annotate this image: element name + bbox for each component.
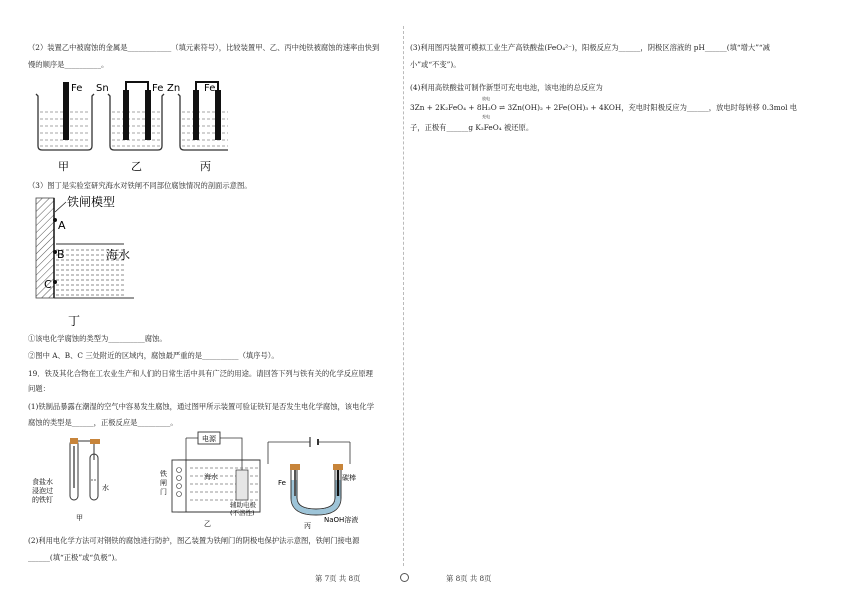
q4-line3: 子，正极有______g K₂FeO₄ 被还原。 — [410, 123, 534, 132]
nail-label-2: 浸泡过 — [32, 487, 53, 495]
q3-text: （3）图丁是实验室研究海水对铁闸不同部位腐蚀情况的剖面示意图。 — [28, 181, 252, 190]
gate-label-2: 闸 — [160, 479, 167, 487]
seawater-label-yi: 海水 — [204, 473, 218, 481]
naoh-label: NaOH溶液 — [324, 516, 359, 524]
q3-right-line1: (3)利用图丙装置可模拟工业生产高铁酸盐(FeO₄²⁻)，阳极反应为______，阴极区溶液的 pH______(填“增大”“减 — [410, 43, 770, 52]
nail-label-3: 的铁钉 — [32, 496, 53, 504]
u-tube-setup — [268, 437, 350, 512]
electrode-label-sn: Sn — [96, 83, 109, 94]
nail-label-1: 食盐水 — [32, 478, 53, 486]
right-column — [410, 0, 830, 572]
page-divider — [403, 26, 404, 566]
q19-1-line1: (1)铁制品暴露在潮湿的空气中容易发生腐蚀，通过图甲所示装置可验证铁钉是否发生电化学腐蚀，该电化学 — [28, 402, 374, 411]
electrode-label-fe-yi: Fe — [152, 83, 164, 94]
aux-electrode-label-1: 辅助电极 — [230, 501, 256, 509]
apparatus-bing-label: 丙 — [304, 522, 311, 530]
aux-electrode-label-2: (不溶性) — [230, 509, 255, 517]
power-label: 电源 — [202, 435, 216, 443]
electrode-label-fe-bing: Fe — [204, 83, 216, 94]
q4-line1: (4)利用高铁酸盐可制作新型可充电电池，该电池的总反应为 — [410, 83, 603, 92]
footer-left-page: 第 7页 共 8页 — [315, 574, 361, 583]
gate-label-1: 铁 — [160, 470, 167, 478]
q3-sub2: ②图中 A、B、C 三处附近的区域内，腐蚀最严重的是__________（填序号）。 — [28, 351, 279, 360]
footer-right-page: 第 8页 共 8页 — [446, 574, 492, 583]
electrode-label-zn: Zn — [167, 83, 181, 94]
electrode-label-fe-jia: Fe — [71, 83, 83, 94]
label-bing: 丙 — [200, 160, 211, 173]
carbon-rod-label: 碳棒 — [342, 474, 356, 482]
gate-model-label: 铁闸模型 — [67, 195, 116, 209]
q4-arrow-bottom: 充电 — [482, 114, 490, 119]
fe-electrode-label: Fe — [278, 479, 286, 487]
point-c-label: C — [44, 278, 52, 291]
q19-line2: 问题： — [28, 384, 50, 393]
nail-test-tube — [70, 438, 100, 500]
gate-label-3: 门 — [160, 488, 167, 496]
beaker-bing — [178, 82, 228, 150]
q2-line1: （2）装置乙中被腐蚀的金属是____________（填元素符号），比较装置甲、乙、丙中纯铁被腐蚀的速率由快到 — [28, 43, 380, 52]
apparatus-jia-label: 甲 — [76, 514, 83, 522]
seawater-label: 海水 — [106, 248, 131, 262]
q2-line2: 慢的顺序是__________。 — [28, 60, 109, 69]
figure-ding-label: 丁 — [68, 314, 81, 328]
iron-gate-figure — [34, 192, 174, 332]
point-b-label: B — [57, 248, 65, 261]
point-a-label: A — [58, 219, 66, 232]
q19-line1: 19．铁及其化合物在工农业生产和人们的日常生活中具有广泛的用途。请回答下列与铁有关的化学反应原理 — [28, 369, 373, 378]
galvanic-cells-figure — [28, 76, 228, 176]
apparatus-yi-label: 乙 — [204, 520, 211, 528]
label-yi: 乙 — [131, 160, 142, 173]
point-a-dot — [53, 218, 57, 222]
q19-1-line2: 腐蚀的类型是______，正极反应是_________。 — [28, 418, 178, 427]
binding-circle-icon — [400, 573, 409, 582]
point-c-dot — [53, 280, 57, 284]
q19-2-line2: ______(填“正极”或“负极”)。 — [28, 553, 122, 562]
label-jia: 甲 — [58, 160, 69, 173]
q4-arrow-top: 放电 — [482, 96, 490, 101]
gate-protection-setup — [172, 432, 260, 512]
apparatus-figure — [28, 430, 368, 532]
water-label: 水 — [102, 484, 109, 492]
q3-sub1: ①该电化学腐蚀的类型为__________腐蚀。 — [28, 334, 167, 343]
beaker-jia — [36, 82, 94, 150]
left-column — [28, 0, 398, 572]
q19-2-line1: (2)利用电化学方法可对钢铁的腐蚀进行防护，图乙装置为铁闸门的阴极电保护法示意图，铁闸门接电源 — [28, 536, 360, 545]
q4-equation: 3Zn + 2K₂FeO₄ + 8H₂O ⇌ 3Zn(OH)₂ + 2Fe(OH)₃ + 4KOH，充电时阳极反应为______，放电时每转移 0.3mol 电 — [410, 103, 798, 112]
q3-right-line2: 小”或“不变”)。 — [410, 60, 461, 69]
